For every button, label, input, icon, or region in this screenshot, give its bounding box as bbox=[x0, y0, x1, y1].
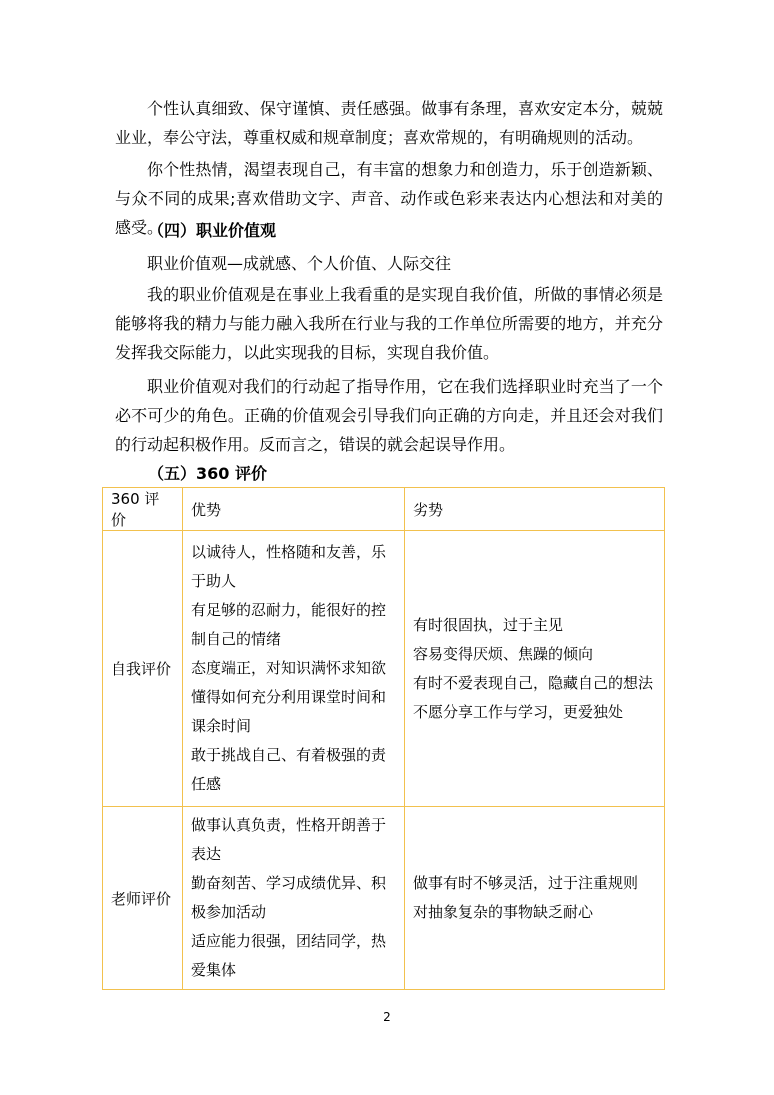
header-cell: 劣势 bbox=[405, 488, 665, 531]
paragraph-personality-conventional: 个性认真细致、保守谨慎、责任感强。做事有条理，喜欢安定本分，兢兢业业，奉公守法，尊重权威和规章制度；喜欢常规的，有明确规则的活动。 bbox=[115, 99, 663, 147]
strength-line: 懂得如何充分利用课堂时间和 bbox=[191, 688, 387, 706]
strengths-cell bbox=[183, 807, 405, 990]
weaknesses-cell bbox=[405, 531, 665, 807]
strength-line: 于助人 bbox=[191, 572, 237, 590]
row-label: 老师评价 bbox=[103, 807, 183, 990]
strength-line: 制自己的情绪 bbox=[191, 630, 282, 648]
strengths-cell bbox=[183, 531, 405, 807]
strength-line: 极参加活动 bbox=[191, 903, 267, 921]
table-row bbox=[103, 807, 665, 990]
paragraph-values-list: 职业价值观—成就感、个人价值、人际交往 bbox=[147, 254, 452, 273]
paragraph-values-self: 我的职业价值观是在事业上我看重的是实现自我价值，所做的事情必须是能够将我的精力与能力融入我所在行业与我的工作单位所需要的地方，并充分发挥我交际能力，以此实现我的目标，实现自我价值。 bbox=[115, 285, 663, 362]
strength-line: 做事认真负责，性格开朗善于 bbox=[191, 816, 387, 834]
strength-line: 敢于挑战自己、有着极强的责 bbox=[191, 746, 387, 764]
strength-line: 表达 bbox=[191, 845, 222, 863]
strength-line: 适应能力很强，团结同学，热 bbox=[191, 932, 387, 950]
section-heading-360-evaluation: （五）360 评价 bbox=[148, 464, 267, 483]
header-cell: 优势 bbox=[183, 488, 405, 531]
weakness-line: 不愿分享工作与学习，更爱独处 bbox=[413, 702, 624, 721]
weakness-line: 有时不爱表现自己，隐藏自己的想法 bbox=[413, 673, 654, 692]
header-cell: 360 评价 bbox=[103, 488, 183, 531]
weakness-line: 有时很固执，过于主见 bbox=[413, 615, 564, 634]
row-label: 自我评价 bbox=[103, 531, 183, 807]
weakness-line: 对抽象复杂的事物缺乏耐心 bbox=[413, 903, 594, 921]
strength-line: 态度端正，对知识满怀求知欲 bbox=[191, 659, 387, 677]
weakness-line: 容易变得厌烦、焦躁的倾向 bbox=[413, 644, 594, 663]
strength-line: 有足够的忍耐力，能很好的控 bbox=[191, 601, 387, 619]
strength-line: 任感 bbox=[191, 775, 222, 793]
page-number: 2 bbox=[383, 1010, 391, 1024]
table-header-row bbox=[103, 488, 665, 531]
strength-line: 课余时间 bbox=[191, 717, 252, 735]
strength-line: 勤奋刻苦、学习成绩优异、积 bbox=[191, 874, 387, 892]
weaknesses-cell bbox=[405, 807, 665, 990]
evaluation-table bbox=[102, 487, 665, 990]
section-heading-career-values: （四）职业价值观 bbox=[148, 221, 277, 240]
strength-line: 爱集体 bbox=[191, 961, 237, 979]
weakness-line: 做事有时不够灵活，过于注重规则 bbox=[413, 874, 639, 892]
paragraph-personality-artistic: 你个性热情，渴望表现自己，有丰富的想象力和创造力，乐于创造新颖、与众不同的成果;喜欢借助文字、声音、动作或色彩来表达内心想法和对美的感受。 bbox=[115, 160, 663, 237]
table-row bbox=[103, 531, 665, 807]
paragraph-values-role: 职业价值观对我们的行动起了指导作用，它在我们选择职业时充当了一个必不可少的角色。正确的价值观会引导我们向正确的方向走，并且还会对我们的行动起积极作用。反而言之，错误的就会起误导作用。 bbox=[115, 377, 663, 454]
strength-line: 以诚待人，性格随和友善，乐 bbox=[191, 543, 387, 561]
